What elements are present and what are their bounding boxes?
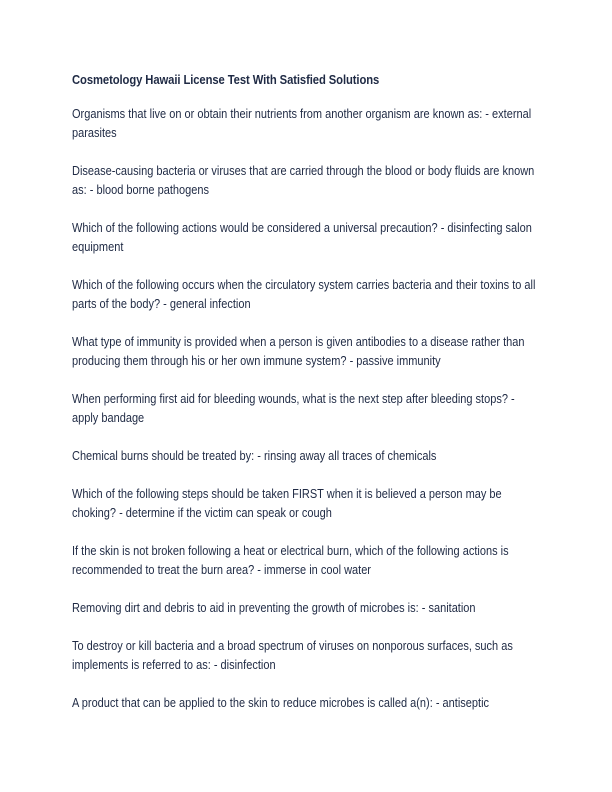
qa-item: To destroy or kill bacteria and a broad spectrum of viruses on nonporous surfaces, such as implements is referred to as: - disinfection xyxy=(72,639,513,672)
qa-item: Disease-causing bacteria or viruses that are carried through the blood or body fluids are known as: - blood borne pathogens xyxy=(72,164,535,197)
qa-item: When performing first aid for bleeding wounds, what is the next step after bleeding stops? - apply bandage xyxy=(72,392,515,425)
qa-item: Which of the following occurs when the circulatory system carries bacteria and their toxins to all parts of the body? - general infection xyxy=(72,278,536,311)
qa-item: Chemical burns should be treated by: - rinsing away all traces of chemicals xyxy=(72,449,437,463)
qa-item: If the skin is not broken following a heat or electrical burn, which of the following actions is recommended to treat the burn area? - immerse in cool water xyxy=(72,544,509,577)
qa-item: What type of immunity is provided when a person is given antibodies to a disease rather than producing them through his or her own immune system? - passive immunity xyxy=(72,335,525,368)
document-title: Cosmetology Hawaii License Test With Satisfied Solutions xyxy=(72,73,380,87)
qa-item: Removing dirt and debris to aid in preventing the growth of microbes is: - sanitation xyxy=(72,601,476,615)
document-page xyxy=(72,71,542,732)
qa-item: Which of the following actions would be considered a universal precaution? - disinfecting salon equipment xyxy=(72,221,532,254)
qa-item: Which of the following steps should be taken FIRST when it is believed a person may be choking? - determine if the victim can speak or cough xyxy=(72,487,502,520)
qa-item: A product that can be applied to the skin to reduce microbes is called a(n): - antiseptic xyxy=(72,696,490,710)
qa-item: Organisms that live on or obtain their nutrients from another organism are known as: - external parasites xyxy=(72,107,532,140)
